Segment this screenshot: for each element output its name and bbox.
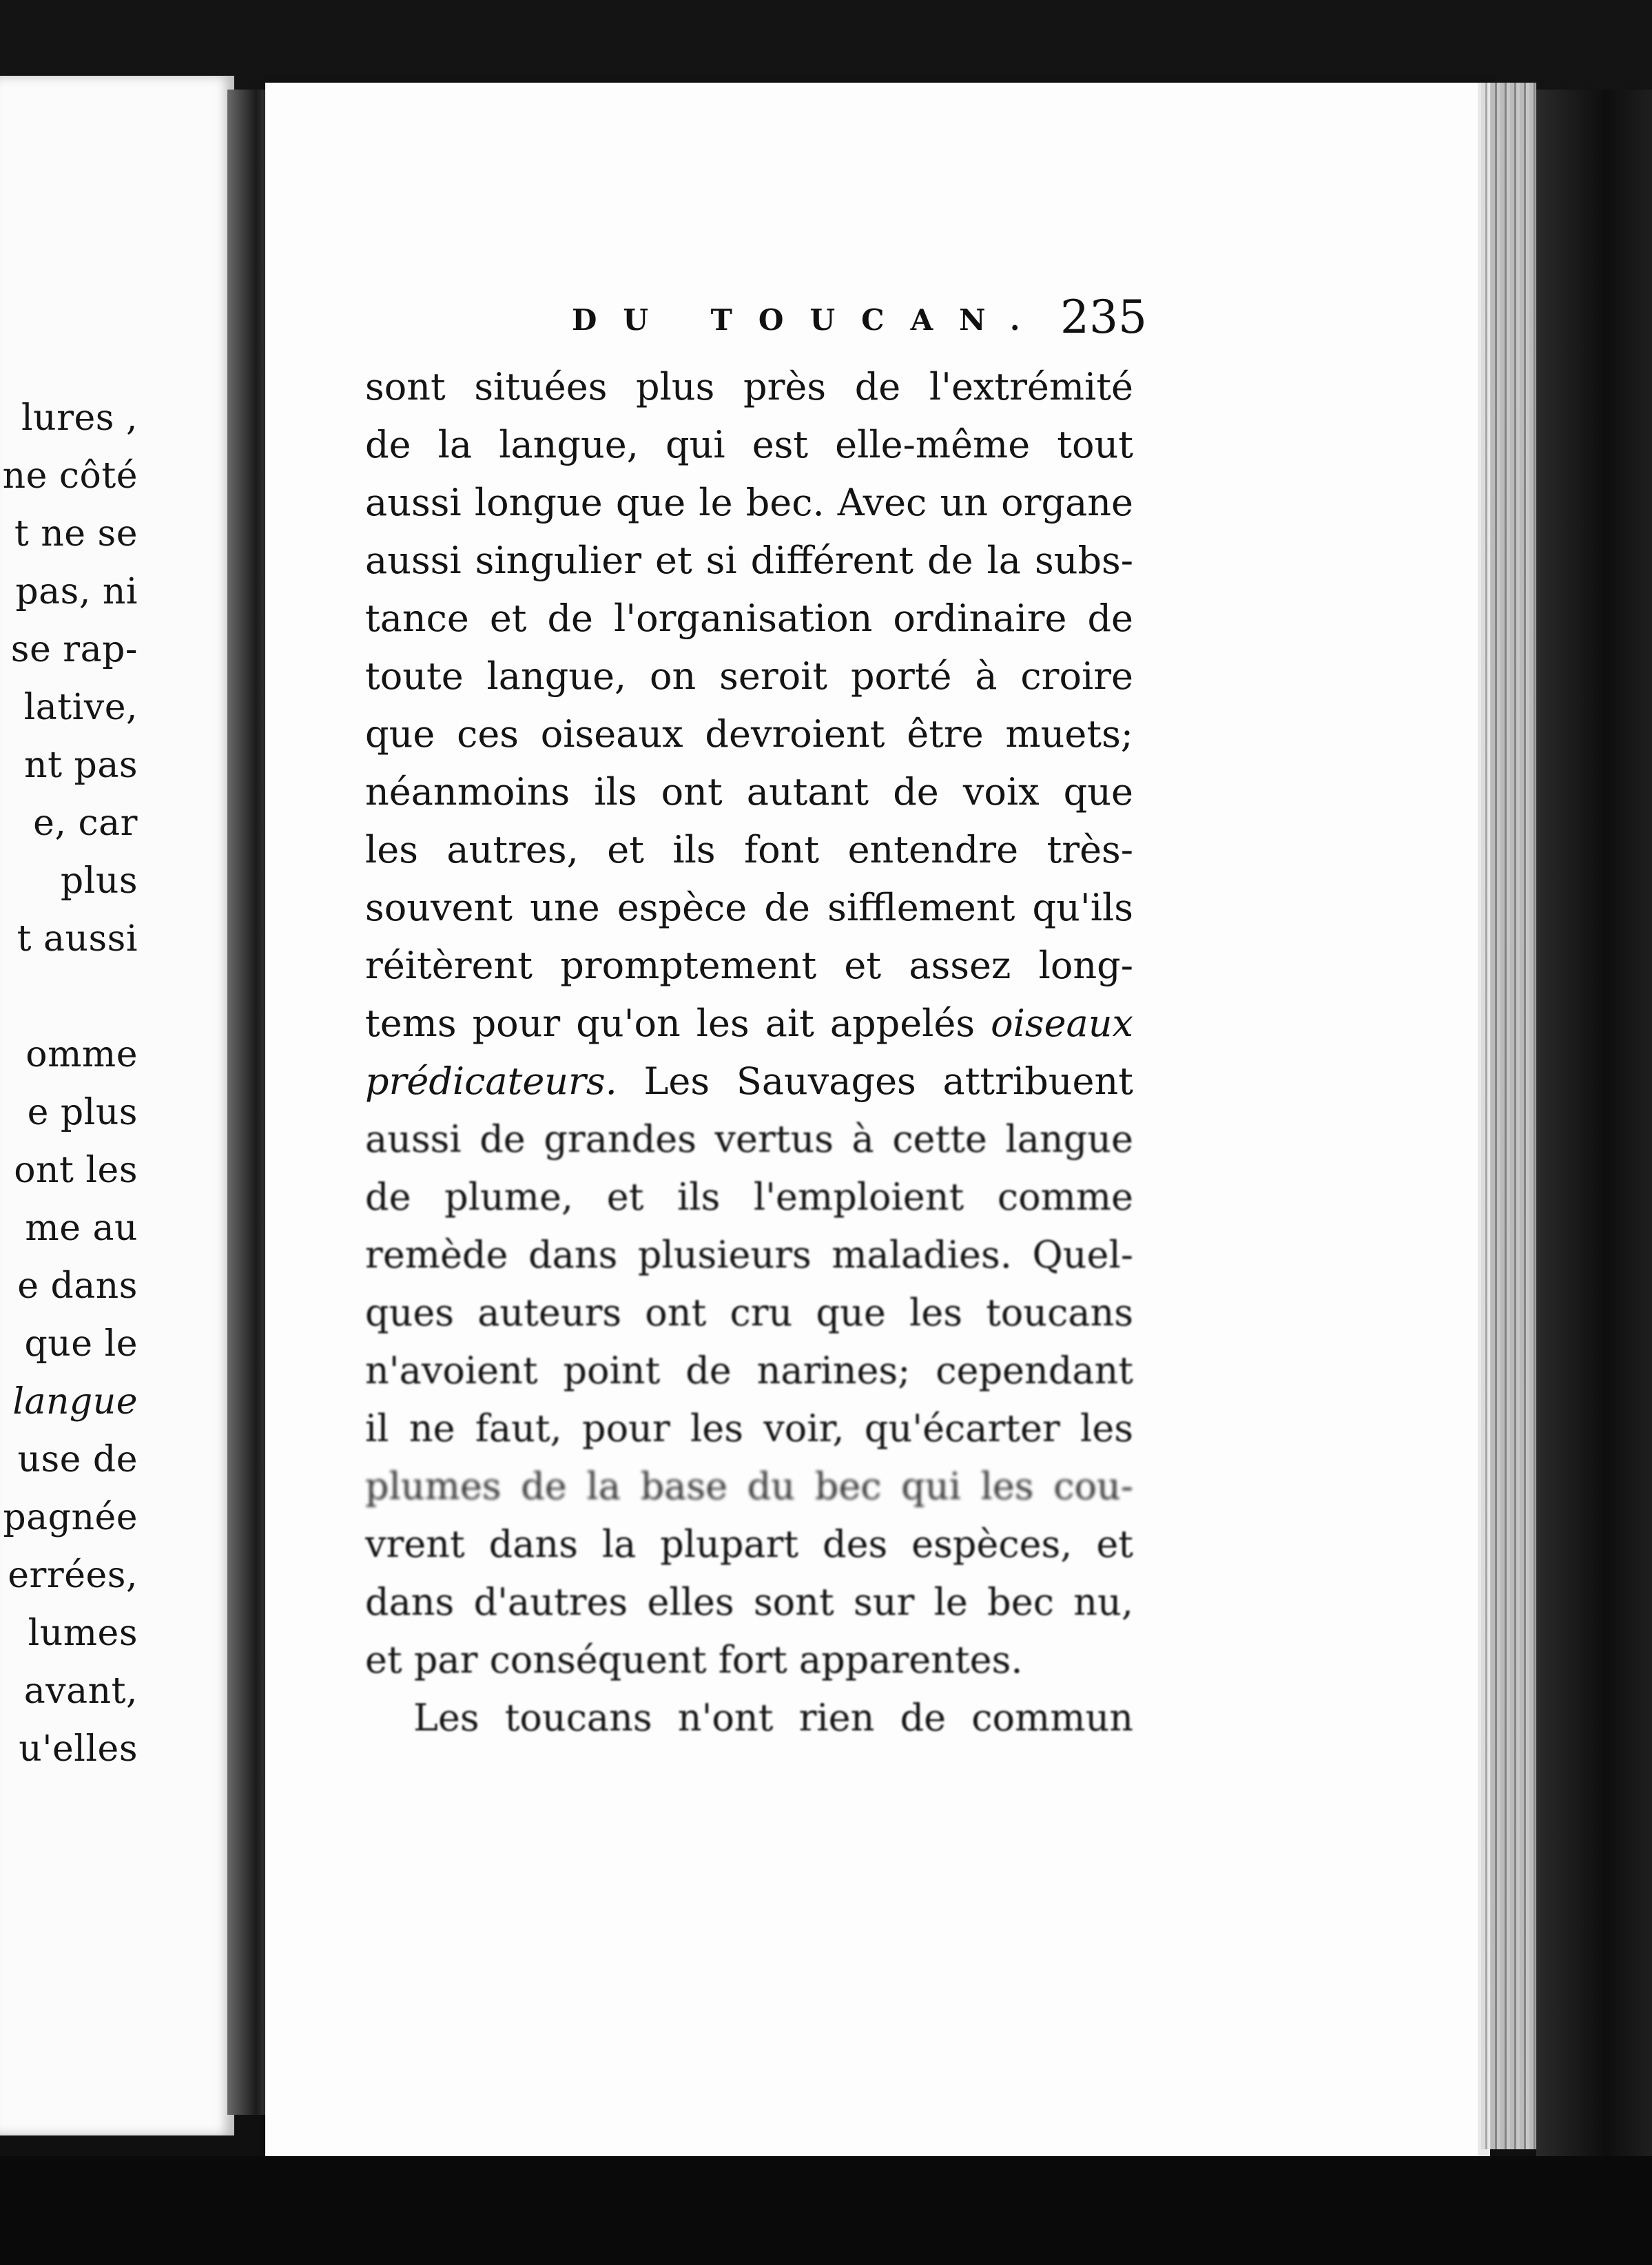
text-line: néanmoins ils ont autant de voix que <box>365 770 1133 814</box>
italic-fragment: oiseaux <box>991 1002 1133 1045</box>
text-line: réitèrent promptement et assez long- <box>365 944 1133 987</box>
text-line: tance et de l'organisation ordinaire de <box>365 597 1133 640</box>
left-line: t ne se <box>14 513 138 555</box>
left-line: lumes <box>28 1613 138 1654</box>
left-line: pas, ni <box>15 571 138 612</box>
text-line: sont situées plus près de l'extrémité <box>365 365 1133 408</box>
text-fragment: Les Sauvages attribuent <box>643 1059 1133 1103</box>
body-text <box>365 358 1133 1747</box>
text-line-with-italic <box>365 1053 1133 1110</box>
text-line: ques auteurs ont cru que les toucans <box>365 1291 1133 1334</box>
text-line-with-italic <box>365 995 1133 1053</box>
text-line: Les toucans n'ont rien de commun <box>413 1696 1133 1739</box>
text-line: de la langue, qui est elle-même tout <box>365 423 1133 466</box>
left-line: plus <box>60 860 138 902</box>
page-edges <box>1481 83 1536 2149</box>
left-line: omme <box>25 1034 138 1075</box>
left-page <box>0 76 234 2135</box>
left-line: errées, <box>8 1555 138 1596</box>
left-page-text <box>0 389 138 1778</box>
left-line: avant, <box>23 1671 138 1712</box>
left-line: langue <box>12 1381 138 1423</box>
left-line: me au <box>25 1208 138 1249</box>
text-line: il ne faut, pour les voir, qu'écarter les <box>365 1407 1133 1450</box>
left-line: se rap- <box>10 629 138 670</box>
book-cover-edge <box>1536 90 1652 2156</box>
text-line: plumes de la base du bec qui les cou- <box>365 1465 1133 1508</box>
text-line: n'avoient point de narines; cependant <box>365 1349 1133 1392</box>
running-head: DU TOUCAN. <box>572 303 1046 337</box>
left-line: ont les <box>14 1150 138 1191</box>
italic-fragment: prédicateurs. <box>365 1059 617 1103</box>
text-line: et par conséquent fort apparentes. <box>365 1638 1023 1682</box>
text-line: aussi singulier et si différent de la subs- <box>365 539 1133 582</box>
left-line: e plus <box>27 1092 138 1133</box>
left-line: use de <box>17 1439 138 1480</box>
text-line: dans d'autres elles sont sur le bec nu, <box>365 1580 1133 1624</box>
text-line: toute langue, on seroit porté à croire <box>365 654 1133 698</box>
text-line: de plume, et ils l'emploient comme <box>365 1175 1133 1219</box>
text-line: vrent dans la plupart des espèces, et <box>365 1522 1133 1566</box>
left-line: u'elles <box>19 1728 138 1770</box>
left-line: e, car <box>33 803 138 844</box>
text-fragment: tems pour qu'on les ait appelés <box>365 1002 975 1045</box>
left-line: t aussi <box>17 918 138 960</box>
text-line: que ces oiseaux devroient être muets; <box>365 712 1133 756</box>
left-line: que le <box>24 1323 138 1365</box>
book-gutter <box>227 90 269 2115</box>
left-line: ne côté <box>2 455 138 497</box>
text-line: les autres, et ils font entendre très- <box>365 828 1133 871</box>
text-line: souvent une espèce de sifflement qu'ils <box>365 886 1133 929</box>
left-line <box>0 968 138 1026</box>
left-line: nt pas <box>24 745 138 786</box>
left-line: pagnée <box>3 1497 138 1538</box>
left-line: lative, <box>23 687 138 728</box>
left-line: lures , <box>21 397 138 439</box>
left-line: e dans <box>17 1265 138 1307</box>
text-line: aussi de grandes vertus à cette langue <box>365 1117 1133 1161</box>
text-line: aussi longue que le bec. Avec un organe <box>365 481 1133 524</box>
page-number: 235 <box>1060 291 1147 344</box>
text-line: remède dans plusieurs maladies. Quel- <box>365 1233 1133 1276</box>
scan-bottom-margin <box>0 2156 1652 2265</box>
